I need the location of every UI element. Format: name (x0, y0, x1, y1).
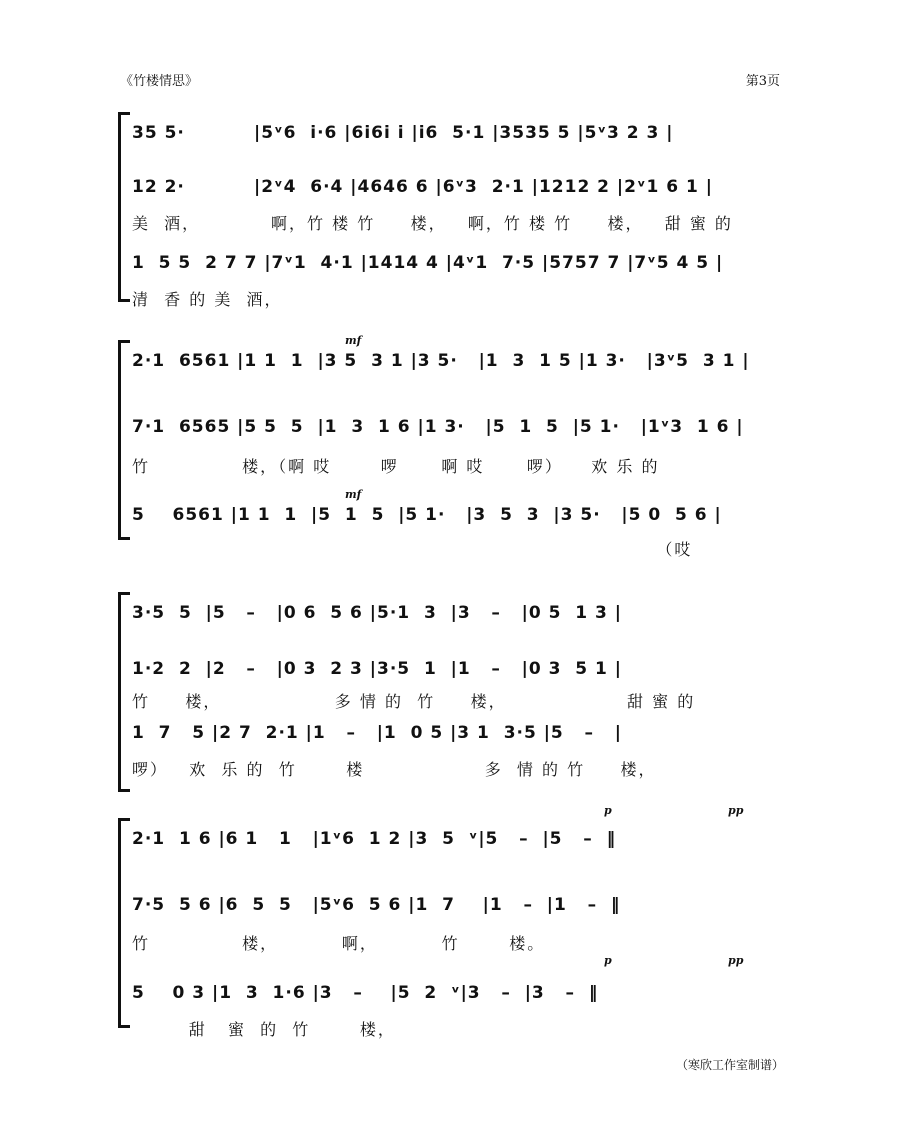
score-system-4 (118, 804, 786, 1039)
lyric-line: 竹 楼， 啊， 竹 楼。 (132, 934, 546, 953)
dynamic-pp: pp (728, 954, 744, 967)
voice-line-3 (132, 248, 786, 282)
lyric-line: 美 酒， 啊，竹 楼 竹 楼， 啊，竹 楼 竹 楼， 甜 蜜 的 (132, 214, 733, 233)
dynamic-p: p (604, 804, 612, 817)
score-system-3 (118, 592, 786, 792)
notation: 2·1 6561 |1 1 1 |3 5 3 1 |3 5· |1 3 1 5 |1 3· |3ᵛ5 3 1 | (132, 351, 750, 371)
lyric-line: 清 香 的 美 酒， (132, 290, 283, 309)
voice-line-2 (132, 412, 786, 446)
system-bracket (118, 818, 130, 1028)
lyric-line: （哎 (132, 540, 693, 559)
voice-line-2 (132, 172, 786, 206)
system-bracket (118, 112, 130, 302)
notation: 7·1 6565 |5 5 5 |1 3 1 6 |1 3· |5 1 5 |5 1· |1ᵛ3 1 6 | (132, 417, 744, 437)
notation: 12 2· |2ᵛ4 6·4 |4646 6 |6ᵛ3 2·1 |1212 2 |2ᵛ1 6 1 | (132, 177, 713, 197)
page-number: 第3页 (745, 74, 780, 89)
credit-note: （寒欣工作室制谱） (675, 1058, 784, 1072)
dynamic-mf: mf (345, 488, 362, 501)
voice-line-2 (132, 890, 786, 924)
voice-line-2 (132, 654, 786, 688)
system-bracket (118, 592, 130, 792)
voice-line-1 (132, 118, 786, 152)
dynamic-mf: mf (345, 334, 362, 347)
dynamic-p: p (604, 954, 612, 967)
notation: 2·1 1 6 |6 1 1 |1ᵛ6 1 2 |3 5 ᵛ|5 – |5 – ‖ (132, 829, 617, 849)
score-system-2 (118, 334, 786, 559)
notation: 1 7 5 |2 7 2·1 |1 – |1 0 5 |3 1 3·5 |5 – | (132, 723, 622, 743)
system-bracket (118, 340, 130, 540)
lyric-line: 竹 楼，（啊 哎 啰 啊 哎 啰） 欢 乐 的 (132, 457, 660, 476)
lyric-line: 甜 蜜 的 竹 楼， (132, 1020, 396, 1039)
notation: 35 5· |5ᵛ6 i·6 |6i6i i |i6 5·1 |3535 5 |5ᵛ3 2 3 | (132, 123, 674, 143)
notation: 7·5 5 6 |6 5 5 |5ᵛ6 5 6 |1 7 |1 – |1 – ‖ (132, 895, 621, 915)
lyric-line: 啰） 欢 乐 的 竹 楼 多 情 的 竹 楼， (132, 760, 657, 779)
voice-line-1 (132, 598, 786, 632)
notation: 5 6561 |1 1 1 |5 1 5 |5 1· |3 5 3 |3 5· |5 0 5 6 | (132, 505, 722, 525)
notation: 5 0 3 |1 3 1·6 |3 – |5 2 ᵛ|3 – |3 – ‖ (132, 983, 599, 1003)
voice-line-3 (132, 718, 786, 752)
voice-line-1 (132, 824, 786, 858)
score-title: 《竹楼情思》 (120, 74, 199, 89)
dynamic-pp: pp (728, 804, 744, 817)
voice-line-3 (132, 978, 786, 1012)
notation: 1 5 5 2 7 7 |7ᵛ1 4·1 |1414 4 |4ᵛ1 7·5 |5757 7 |7ᵛ5 4 5 | (132, 253, 724, 273)
lyric-line: 竹 楼， 多 情 的 竹 楼， 甜 蜜 的 (132, 692, 696, 711)
notation: 1·2 2 |2 – |0 3 2 3 |3·5 1 |1 – |0 3 5 1 | (132, 659, 622, 679)
voice-line-3 (132, 500, 786, 534)
voice-line-1 (132, 346, 786, 380)
score-system-1 (118, 112, 786, 309)
notation: 3·5 5 |5 – |0 6 5 6 |5·1 3 |3 – |0 5 1 3 | (132, 603, 622, 623)
